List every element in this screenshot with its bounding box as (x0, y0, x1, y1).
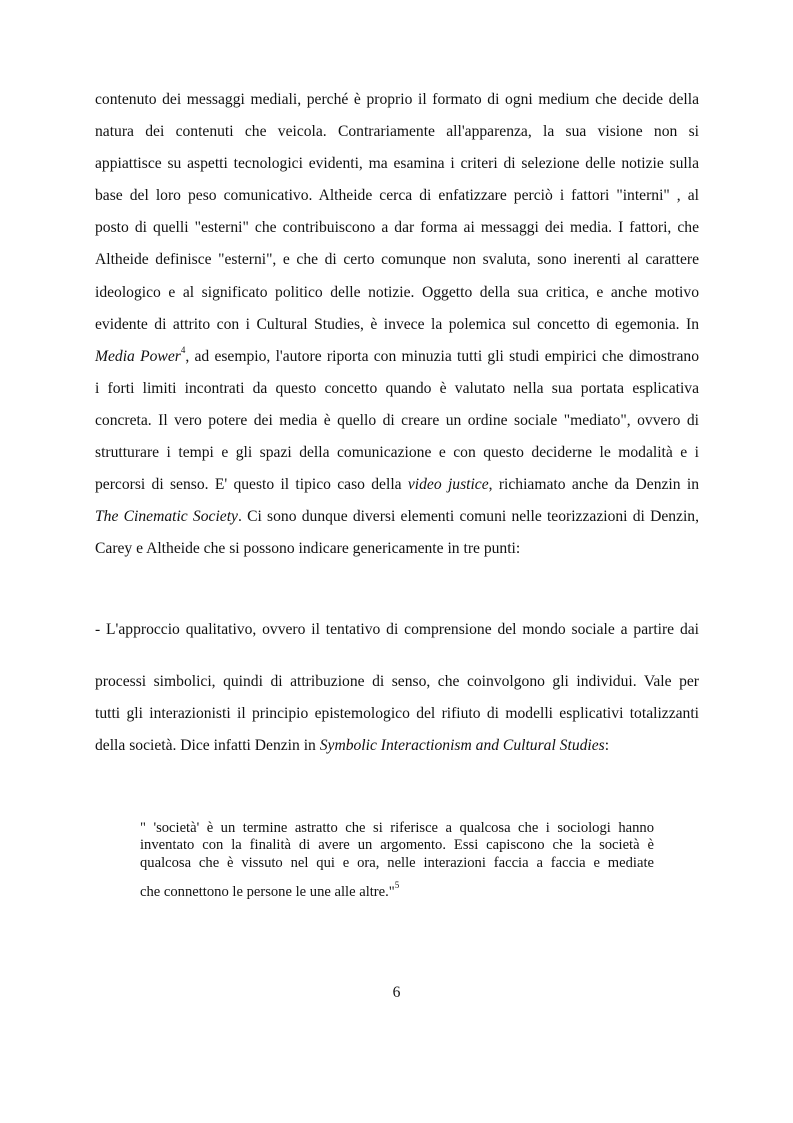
text-line: evidente di attrito con i Cultural Studies, è invece la polemica sul concetto di egemonia. In (95, 316, 699, 333)
text-line: Carey e Altheide che si possono indicare genericamente in tre punti: (95, 540, 521, 557)
book-title: Symbolic Interactionism and Cultural Studies (319, 737, 605, 754)
text-line: - L'approccio qualitativo, ovvero il tentativo di comprensione del mondo sociale a partire dai (95, 621, 699, 638)
text-line: strutturare i tempi e gli spazi della comunicazione e con questo deciderne le modalità e i (95, 444, 699, 461)
text-line: base del loro peso comunicativo. Altheide cerca di enfatizzare perciò i fattori "interni" , al (95, 187, 699, 204)
book-title: Media Power (95, 348, 181, 365)
text-line: processi simbolici, quindi di attribuzione di senso, che coinvolgono gli individui. Vale per (95, 673, 699, 690)
text-line: della società. Dice infatti Denzin in Symbolic Interactionism and Cultural Studies: (95, 737, 610, 754)
text-line: posto di quelli "esterni" che contribuiscono a dar forma ai messaggi dei media. I fattori, che (95, 219, 699, 236)
text-line: natura dei contenuti che veicola. Contrariamente all'apparenza, la sua visione non si (95, 123, 699, 140)
footnote-ref: 4 (180, 345, 186, 355)
text-line: ideologico e al significato politico delle notizie. Oggetto della sua critica, e anche motivo (95, 284, 699, 301)
quote-line: " 'società' è un termine astratto che si riferisce a qualcosa che i sociologi hanno (140, 820, 654, 836)
text-line: appiattisce su aspetti tecnologici evidenti, ma esamina i criteri di selezione delle notizie sulla (95, 155, 699, 172)
text-line: The Cinematic Society. Ci sono dunque diversi elementi comuni nelle teorizzazioni di Denzin, (95, 508, 700, 525)
italic-term: video justice (407, 476, 489, 493)
quote-line: inventato con la finalità di avere un argomento. Essi capiscono che la società è (140, 837, 654, 853)
text-line: Media Power$^4$, ad esempio, l'autore riporta con minuzia tutti gli studi empirici che dimostrano (95, 345, 699, 365)
text-line: contenuto dei messaggi mediali, perché è proprio il formato di ogni medium che decide della (95, 91, 699, 108)
book-title: The Cinematic Society (95, 508, 238, 525)
footnote-ref: 5 (394, 880, 400, 890)
quote-line: che connettono le persone le une alle altre."$^5$ (140, 880, 400, 900)
text-line: i forti limiti incontrati da questo concetto quando è valutato nella sua portata esplicativa (95, 380, 699, 397)
text-line: Altheide definisce "esterni", e che di certo comunque non svaluta, sono inerenti al carattere (95, 251, 699, 268)
text-line: percorsi di senso. E' questo il tipico caso della video justice, richiamato anche da Denzin in (95, 476, 699, 493)
quote-line: qualcosa che è vissuto nel qui e ora, nelle interazioni faccia a faccia e mediate (140, 855, 654, 871)
text-line: concreta. Il vero potere dei media è quello di creare un ordine sociale "mediato", ovvero di (95, 412, 699, 429)
page-number: 6 (392, 984, 401, 1001)
text-line: tutti gli interazionisti il principio epistemologico del rifiuto di modelli esplicativi totalizzanti (95, 705, 699, 722)
